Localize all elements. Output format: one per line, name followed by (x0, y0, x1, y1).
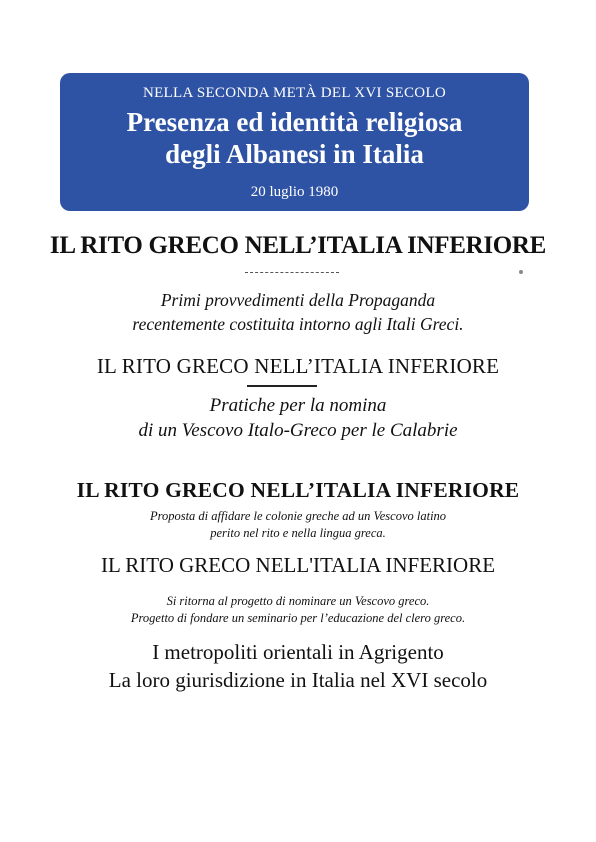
section-1-heading: IL RITO GRECO NELL’ITALIA INFERIORE (49, 232, 547, 259)
banner-title (60, 106, 529, 170)
banner-date: 20 luglio 1980 (250, 184, 339, 200)
section-4-subtitle (0, 593, 596, 627)
section-3-subtitle-line2: perito nel rito e nella lingua greca. (210, 526, 386, 540)
section-2-divider (247, 385, 317, 387)
section-4-subtitle-line1: Si ritorna al progetto di nominare un Vescovo greco. (166, 594, 430, 608)
section-3-heading: IL RITO GRECO NELL’ITALIA INFERIORE (76, 478, 520, 502)
section-4-heading: IL RITO GRECO NELL'ITALIA INFERIORE (100, 553, 496, 577)
final-title (0, 638, 596, 694)
scan-speck (519, 270, 523, 274)
section-1-subtitle-line2: recentemente costituita intorno agli Itali Greci. (132, 314, 464, 334)
section-2-subtitle (0, 393, 596, 443)
section-1-divider (245, 272, 339, 273)
title-banner (60, 73, 529, 211)
banner-title-line1: Presenza ed identità religiosa (126, 107, 463, 137)
section-2-heading: IL RITO GRECO NELL’ITALIA INFERIORE (96, 354, 500, 378)
final-title-line2: La loro giurisdizione in Italia nel XVI secolo (108, 668, 488, 692)
section-2-subtitle-line2: di un Vescovo Italo-Greco per le Calabrie (138, 420, 458, 441)
final-title-line1: I metropoliti orientali in Agrigento (152, 640, 444, 664)
section-1-subtitle (0, 288, 596, 336)
section-3-subtitle (0, 508, 596, 542)
banner-kicker: NELLA SECONDA METÀ DEL XVI SECOLO (142, 85, 447, 101)
section-3-subtitle-line1: Proposta di affidare le colonie greche ad un Vescovo latino (149, 509, 447, 523)
section-4-subtitle-line2: Progetto di fondare un seminario per l’educazione del clero greco. (130, 611, 466, 625)
banner-title-line2: degli Albanesi in Italia (165, 139, 424, 169)
section-1-subtitle-line1: Primi provvedimenti della Propaganda (160, 290, 436, 310)
section-2-subtitle-line1: Pratiche per la nomina (209, 395, 387, 416)
